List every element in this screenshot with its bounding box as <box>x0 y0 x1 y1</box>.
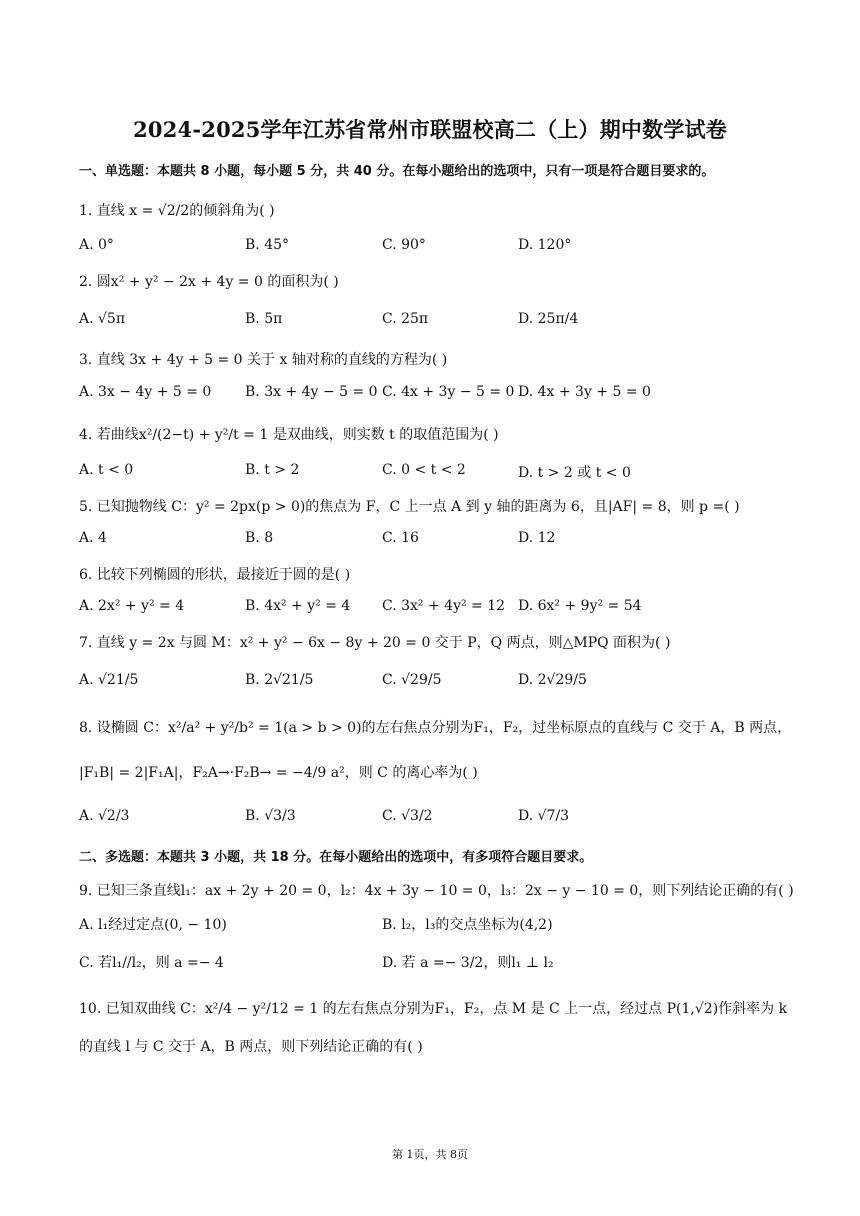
question-1-option-c: C. 90° <box>382 237 426 253</box>
question-3-option-a: A. 3x − 4y + 5 = 0 <box>79 384 212 400</box>
question-7-option-b: B. 2√21/5 <box>245 672 314 688</box>
question-2-option-a: A. √5π <box>79 311 126 327</box>
question-8-option-d: D. √7/3 <box>518 808 570 824</box>
question-1-option-b: B. 45° <box>245 237 290 253</box>
question-2-option-b: B. 5π <box>245 311 283 327</box>
question-5-option-d: D. 12 <box>518 530 556 546</box>
question-3-option-d: D. 4x + 3y + 5 = 0 <box>518 384 651 400</box>
question-4-option-a: A. t < 0 <box>79 462 134 478</box>
question-5-option-c: C. 16 <box>382 530 419 546</box>
question-3-stem: 3. 直线 3x + 4y + 5 = 0 关于 x 轴对称的直线的方程为( ) <box>79 352 448 368</box>
section-heading-multiple-choice: 二、多选题：本题共 3 小题，共 18 分。在每小题给出的选项中，有多项符合题目要求。 <box>79 850 593 865</box>
question-9-option-a: A. l₁经过定点(0, − 10) <box>79 917 227 933</box>
question-9-option-b: B. l₂，l₃的交点坐标为(4,2) <box>382 917 553 933</box>
question-2-option-c: C. 25π <box>382 311 429 327</box>
question-3-option-b: B. 3x + 4y − 5 = 0 <box>245 384 378 400</box>
question-5-option-b: B. 8 <box>245 530 274 546</box>
question-2-option-d: D. 25π/4 <box>518 311 579 327</box>
question-9-stem: 9. 已知三条直线l₁：ax + 2y + 20 = 0，l₂：4x + 3y − 10 = 0，l₃：2x − y − 10 = 0，则下列结论正确的有( ) <box>79 883 794 899</box>
question-3-option-c: C. 4x + 3y − 5 = 0 <box>382 384 515 400</box>
question-6-option-c: C. 3x² + 4y² = 12 <box>382 598 506 614</box>
question-8-option-a: A. √2/3 <box>79 808 130 824</box>
question-10-stem-line-2: 的直线 l 与 C 交于 A，B 两点，则下列结论正确的有( ) <box>79 1039 423 1055</box>
question-7-stem: 7. 直线 y = 2x 与圆 M：x² + y² − 6x − 8y + 20 = 0 交于 P，Q 两点，则△MPQ 面积为( ) <box>79 635 671 651</box>
question-5-option-a: A. 4 <box>79 530 107 546</box>
question-4-stem: 4. 若曲线x²/(2−t) + y²/t = 1 是双曲线，则实数 t 的取值范围为( ) <box>79 427 499 443</box>
section-heading-single-choice: 一、单选题：本题共 8 小题，每小题 5 分，共 40 分。在每小题给出的选项中，只有一项是符合题目要求的。 <box>79 164 715 179</box>
question-1-stem: 1. 直线 x = √2/2的倾斜角为( ) <box>79 203 275 219</box>
question-2-stem: 2. 圆x² + y² − 2x + 4y = 0 的面积为( ) <box>79 274 339 290</box>
page-footer: 第 1页，共 8页 <box>392 1148 468 1161</box>
question-6-option-b: B. 4x² + y² = 4 <box>245 598 351 614</box>
question-4-option-d: D. t > 2 或 t < 0 <box>518 465 631 481</box>
question-7-option-c: C. √29/5 <box>382 672 442 688</box>
question-6-option-a: A. 2x² + y² = 4 <box>79 598 185 614</box>
question-4-option-c: C. 0 < t < 2 <box>382 462 466 478</box>
question-6-option-d: D. 6x² + 9y² = 54 <box>518 598 642 614</box>
question-7-option-a: A. √21/5 <box>79 672 139 688</box>
question-1-option-a: A. 0° <box>79 237 114 253</box>
question-4-option-b: B. t > 2 <box>245 462 300 478</box>
page-title: 2024-2025学年江苏省常州市联盟校高二（上）期中数学试卷 <box>133 117 727 142</box>
question-7-option-d: D. 2√29/5 <box>518 672 587 688</box>
question-1-option-d: D. 120° <box>518 237 572 253</box>
question-8-stem-line-2: |F₁B| = 2|F₁A|，F₂A→·F₂B→ = −4/9 a²，则 C 的离心率为( ) <box>79 765 478 781</box>
question-9-option-c: C. 若l₁//l₂，则 a =− 4 <box>79 955 224 971</box>
question-5-stem: 5. 已知抛物线 C：y² = 2px(p > 0)的焦点为 F，C 上一点 A 到 y 轴的距离为 6，且|AF| = 8，则 p =( ) <box>79 499 740 515</box>
question-10-stem: 10. 已知双曲线 C：x²/4 − y²/12 = 1 的左右焦点分别为F₁，F₂，点 M 是 C 上一点，经过点 P(1,√2)作斜率为 k <box>79 1001 788 1017</box>
question-6-stem: 6. 比较下列椭圆的形状，最接近于圆的是( ) <box>79 567 351 583</box>
question-8-stem: 8. 设椭圆 C：x²/a² + y²/b² = 1(a > b > 0)的左右焦点分别为F₁，F₂，过坐标原点的直线与 C 交于 A，B 两点， <box>79 720 792 736</box>
question-8-option-c: C. √3/2 <box>382 808 433 824</box>
question-8-option-b: B. √3/3 <box>245 808 296 824</box>
question-9-option-d: D. 若 a =− 3/2，则l₁ ⊥ l₂ <box>382 955 554 971</box>
